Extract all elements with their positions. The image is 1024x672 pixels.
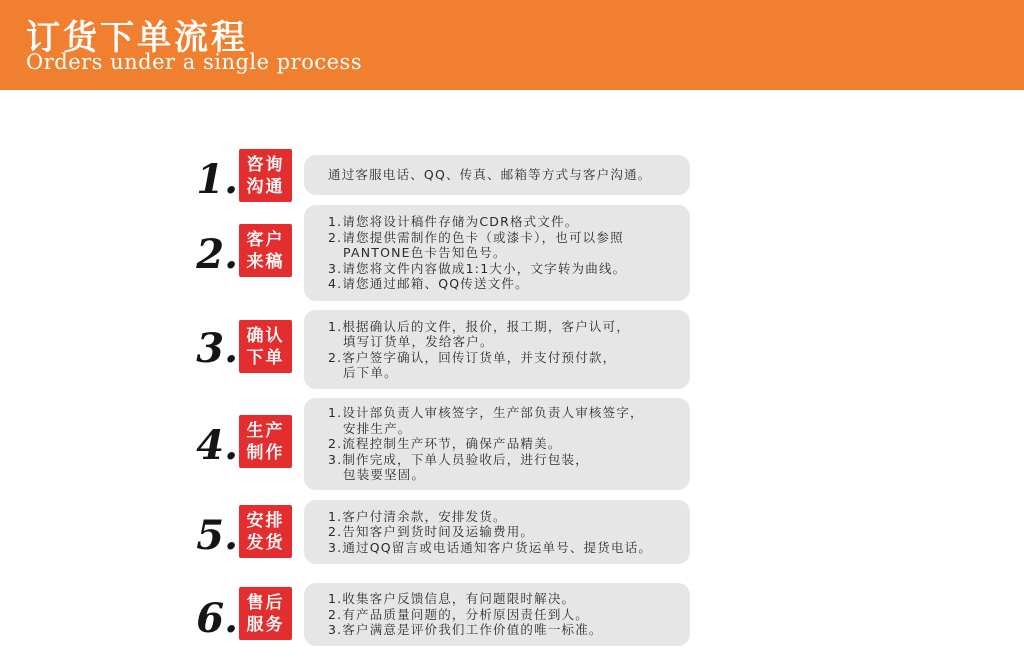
badge-line: 发货 — [246, 532, 285, 553]
description-line: 3.通过QQ留言或电话通知客户货运单号、提货电话。 — [328, 539, 653, 555]
step-badge — [239, 587, 292, 640]
description-line: 1.根据确认后的文件，报价，报工期，客户认可， — [328, 318, 631, 334]
description-line: 2.请您提供需制作的色卡（或漆卡），也可以参照 — [328, 229, 624, 245]
step-number: 1. — [196, 156, 238, 203]
description-line: 2.流程控制生产环节，确保产品精美。 — [328, 436, 562, 452]
description-line: 后下单。 — [343, 364, 398, 380]
page-subtitle: Orders under a single process — [26, 50, 363, 74]
description-line: 1.客户付清余款，安排发货。 — [328, 508, 507, 524]
badge-line: 来稿 — [246, 251, 285, 272]
badge-line: 咨询 — [246, 154, 285, 175]
step-description — [304, 205, 690, 301]
description-line: 包装要坚固。 — [343, 467, 426, 483]
step-badge — [239, 505, 292, 558]
step-badge — [239, 320, 292, 373]
description-line: 2.有产品质量问题的，分析原因责任到人。 — [328, 606, 589, 622]
badge-line: 沟通 — [246, 176, 285, 197]
description-line: 1.设计部负责人审核签字，生产部负责人审核签字， — [328, 405, 644, 421]
step-description — [304, 500, 690, 564]
description-line: 4.请您通过邮箱、QQ传送文件。 — [328, 276, 529, 292]
description-line: 3.制作完成，下单人员验收后，进行包装， — [328, 451, 589, 467]
badge-line: 下单 — [246, 347, 285, 368]
step-badge — [239, 224, 292, 277]
badge-line: 服务 — [246, 614, 285, 635]
badge-line: 售后 — [246, 592, 285, 613]
page-title: 订货下单流程 — [26, 18, 248, 58]
step-number: 6. — [196, 595, 238, 642]
description-line: 2.告知客户到货时间及运输费用。 — [328, 524, 535, 540]
step-number: 2. — [196, 231, 238, 278]
badge-line: 制作 — [246, 442, 285, 463]
description-line: 2.客户签字确认，回传订货单，并支付预付款， — [328, 349, 617, 365]
step-number: 5. — [196, 512, 238, 559]
step-description — [304, 583, 690, 646]
badge-line: 安排 — [246, 510, 285, 531]
description-line: 3.客户满意是评价我们工作价值的唯一标准。 — [328, 622, 603, 638]
description-line: PANTONE色卡告知色号。 — [343, 245, 507, 261]
step-number: 3. — [196, 325, 238, 372]
step-description — [304, 155, 690, 195]
badge-line: 确认 — [246, 325, 285, 346]
step-badge — [239, 415, 292, 468]
header-banner — [0, 0, 1024, 90]
description-line: 3.请您将文件内容做成1:1大小，文字转为曲线。 — [328, 260, 627, 276]
description-line: 安排生产。 — [343, 420, 412, 436]
step-number: 4. — [196, 422, 238, 469]
description-line: 填写订货单，发给客户。 — [343, 334, 494, 350]
step-description — [304, 310, 690, 389]
badge-line: 生产 — [246, 420, 285, 441]
description-line: 通过客服电话、QQ、传真、邮箱等方式与客户沟通。 — [328, 167, 652, 183]
description-line: 1.请您将设计稿件存储为CDR格式文件。 — [328, 214, 579, 230]
description-line: 1.收集客户反馈信息，有问题限时解决。 — [328, 591, 576, 607]
badge-line: 客户 — [246, 229, 285, 250]
step-badge — [239, 149, 292, 202]
step-description — [304, 398, 690, 490]
